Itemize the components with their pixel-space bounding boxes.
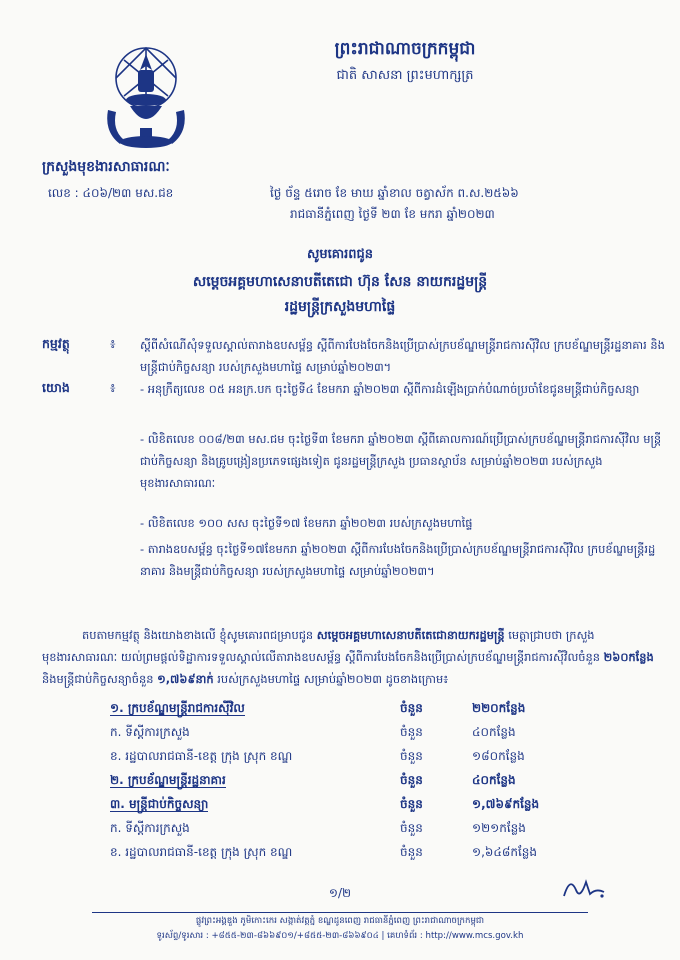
reference-item-3: - លិខិតលេខ ១០០ សស ចុះថ្ងៃទី១៧ ខែមករា ឆ្នាំ២០២៣ របស់ក្រសួងមហាផ្ទៃ [140, 516, 473, 530]
reference-item-4: - តារាងឧបសម្ព័ន្ធ ចុះថ្ងៃទី១៧ខែមករា ឆ្នាំ២០២៣ ស្តីពីការបែងចែកនិងប្រើប្រាស់ក្របខ័ណ្ឌមន្ត្រីរាជការស៊ីវិល ក្របខ័ណ្ឌមន្ត្រីរដ្ឋនាគារ និងមន្ត្រីជាប់កិច្ចសន្យា របស់ក្រសួងមហាផ្ទៃ សម្រាប់ឆ្នាំ២០២៣។ [140, 542, 656, 578]
table-row [110, 841, 552, 865]
body-paragraph [42, 624, 667, 690]
subject-label: កម្មវត្ថុ [42, 336, 70, 351]
row-value: ១,៦៤៨កន្លែង [472, 845, 538, 859]
signature-mark [560, 872, 608, 902]
ministry-name: ក្រសួងមុខងារសាធារណៈ [42, 159, 170, 175]
body-addressee: សម្តេចអគ្គមហាសេនាបតីតេជោនាយករដ្ឋមន្ត្រី [316, 628, 505, 642]
table-row [110, 769, 552, 793]
footer-divider [92, 912, 588, 913]
body-intro: តបតាមកម្មវត្ថុ និងយោងខាងលើ ខ្ញុំសូមគោរពជម្រាបជូន [82, 628, 314, 642]
row-name: ក. ទីស្តីការក្រសួង [110, 725, 190, 739]
table-row [110, 745, 552, 769]
row-count-word: ចំនួន [400, 701, 423, 715]
row-name: ខ. រដ្ឋបាលរាជធានី-ខេត្ត ក្រុង ស្រុក ខណ្ឌ [110, 749, 293, 763]
table-row [110, 697, 552, 721]
row-count-word: ចំនួន [400, 821, 423, 835]
reference-item-1: - អនុក្រឹត្យលេខ ០៥ អនក្រ.បក ចុះថ្ងៃទី៤ ខែមករា ឆ្នាំ២០២៣ ស្តីពីការដំឡើងប្រាក់បំណាច់ប្រចាំខែជូនមន្ត្រីជាប់កិច្ចសន្យា [140, 382, 640, 396]
salutation-line-1: សូមគោរពជូន [306, 247, 373, 262]
references-colon: ៖ [110, 380, 116, 395]
subject-colon: ៖ [110, 336, 116, 351]
row-value: ២២០កន្លែង [472, 701, 526, 715]
references-label: យោង [42, 380, 70, 395]
row-value: ១២១កន្លែង [472, 821, 526, 835]
row-name: ខ. រដ្ឋបាលរាជធានី-ខេត្ត ក្រុង ស្រុក ខណ្ឌ [110, 845, 293, 859]
row-value: ១៨០កន្លែង [472, 749, 525, 763]
footer-contact: ទូរស័ព្ទ/ទូរសារ : +៨៥៥-២៣-៨៦៦៩០១/+៨៥៥-២៣-៨៦៦៩០៤ | គេហទំព័រ : http://www.mcs.gov.kh [156, 931, 524, 941]
row-count-word: ចំនួន [400, 725, 423, 739]
body-text-1: មេត្តាជ្រាបថា ក្រសួងមុខងារសាធារណៈ យល់ព្រមផ្តល់ទិដ្ឋាការទទួលស្គាល់លើតារាងឧបសម្ព័ន្ធ ស្តីពីការបែងចែកនិងប្រើប្រាស់ក្របខ័ណ្ឌមន្ត្រីរាជការស៊ីវិលចំនួន [42, 628, 601, 664]
allocation-table [110, 697, 552, 865]
lunar-date: ថ្ងៃ ច័ន្ទ ៥រោច ខែ មាឃ ឆ្នាំខាល ចត្វាស័ក ព.ស.២៥៦៦ [270, 186, 519, 200]
salutation-line-3: រដ្ឋមន្ត្រីក្រសួងមហាផ្ទៃ [284, 299, 396, 315]
letterhead [0, 38, 680, 86]
row-count-word: ចំនួន [400, 797, 423, 811]
national-motto: ជាតិ សាសនា ព្រះមហាក្សត្រ [336, 68, 474, 83]
table-row [110, 793, 552, 817]
reference-number: លេខ : ៤០៦/២៣ មស.ជខ [48, 186, 174, 200]
row-name: ១. ក្របខ័ណ្ឌមន្ត្រីរាជការស៊ីវិល [110, 701, 245, 715]
salutation-line-2: សម្តេចអគ្គមហាសេនាបតីតេជោ ហ៊ុន សែន នាយករដ្ឋមន្ត្រី [192, 274, 488, 290]
page-number: ១/២ [328, 886, 352, 900]
row-name: ២. ក្របខ័ណ្ឌមន្ត្រីរដ្ឋនាគារ [110, 773, 226, 787]
footer-address: ផ្លូវព្រះអង្គឌួង ភូមិកោះកេរ សង្កាត់វត្តភ្នំ ខណ្ឌដូនពេញ រាជធានីភ្នំពេញ ព្រះរាជាណាចក្រកម្ពុជា [195, 916, 485, 926]
row-count-word: ចំនួន [400, 749, 423, 763]
subject-text: ស្តីពីសំណើសុំទទួលស្គាល់តារាងឧបសម្ព័ន្ធ ស្តីពីការបែងចែកនិងប្រើប្រាស់ក្របខ័ណ្ឌមន្ត្រីរាជការស៊ីវិល ក្របខ័ណ្ឌមន្ត្រីរដ្ឋនាគារ និងមន្ត្រីជាប់កិច្ចសន្យា របស់ក្រសួងមហាផ្ទៃ សម្រាប់ឆ្នាំ២០២៣។ [140, 338, 665, 374]
table-row [110, 721, 552, 745]
contract-total: ១,៧៦៩នាក់ [157, 672, 214, 686]
row-name: ក. ទីស្តីការក្រសួង [110, 821, 190, 835]
kingdom-title: ព្រះរាជាណាចក្រកម្ពុជា [334, 39, 476, 59]
row-count-word: ចំនួន [400, 773, 423, 787]
reference-item-2: - លិខិតលេខ ០០៨/២៣ មស.ជម ចុះថ្ងៃទី៣ ខែមករា ឆ្នាំ២០២៣ ស្តីពីគោលការណ៍ប្រើប្រាស់ក្របខ័ណ្ឌមន្ត្រីរាជការស៊ីវិល មន្ត្រីជាប់កិច្ចសន្យា និងគ្រូបង្រៀនប្រភេទផ្សេងទៀត ជូនរដ្ឋមន្ត្រីក្រសួង ប្រធានស្ថាប័ន សម្រាប់ឆ្នាំ២០២៣ របស់ក្រសួងមុខងារសាធារណៈ [140, 432, 662, 490]
row-name: ៣. មន្ត្រីជាប់កិច្ចសន្យា [110, 797, 209, 811]
body-text-2: និងមន្ត្រីជាប់កិច្ចសន្យាចំនួន [42, 672, 154, 686]
civil-total: ២៦០កន្លែង [603, 650, 654, 664]
city-date: រាជធានីភ្នំពេញ ថ្ងៃទី ២៣ ខែ មករា ឆ្នាំ២០២៣ [290, 207, 495, 221]
table-row [110, 817, 552, 841]
body-text-3: របស់ក្រសួងមហាផ្ទៃ សម្រាប់ឆ្នាំ២០២៣ ដូចខាងក្រោម៖ [217, 672, 449, 686]
row-value: ៤០កន្លែង [472, 773, 516, 787]
row-value: ១,៧៦៩កន្លែង [472, 797, 540, 811]
row-value: ៤០កន្លែង [472, 725, 516, 739]
row-count-word: ចំនួន [400, 845, 423, 859]
